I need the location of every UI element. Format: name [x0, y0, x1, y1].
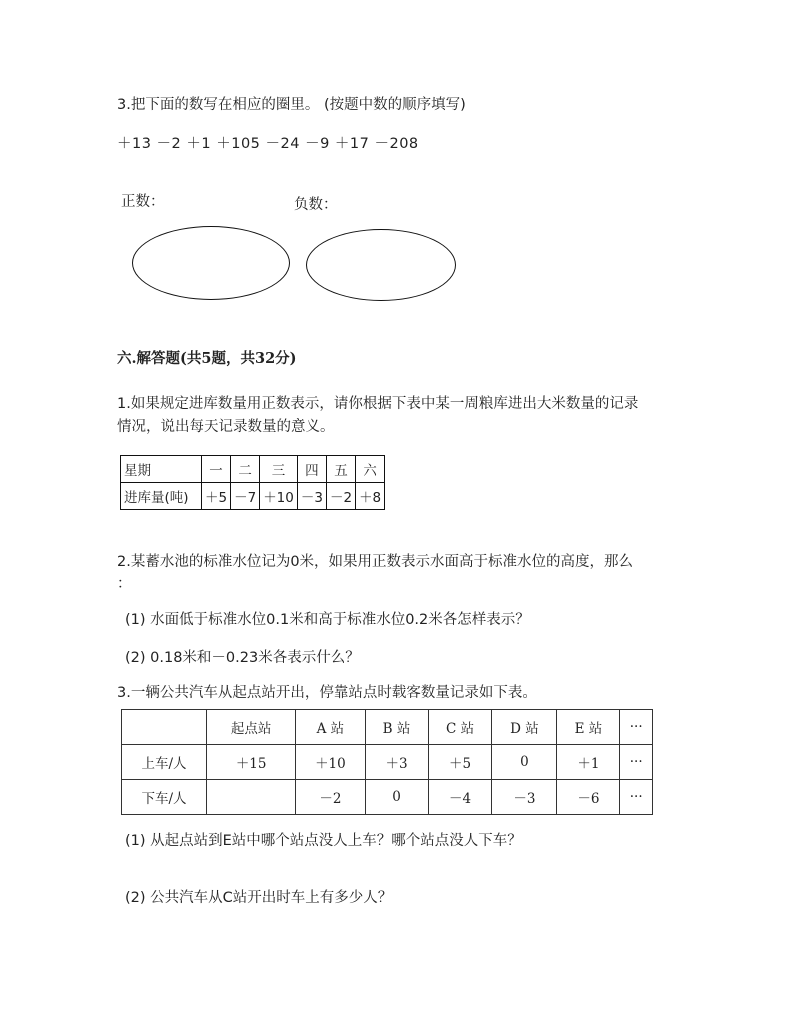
table-cell: 上车/人	[122, 745, 207, 780]
table-cell: 二	[231, 456, 260, 483]
table-cell: ＋5	[202, 483, 231, 510]
table-cell: －6	[557, 780, 620, 815]
p2-sub2: (2) 0.18米和－0.23米各表示什么？	[125, 650, 360, 666]
table-row	[121, 456, 385, 483]
p1-line2: 情况，说出每天记录数量的意义。	[117, 419, 335, 435]
table-cell: 0	[492, 745, 557, 780]
table-cell: －2	[326, 483, 355, 510]
table-cell: C 站	[428, 710, 492, 745]
table-cell: 进库量(吨)	[121, 483, 202, 510]
table-cell: A 站	[296, 710, 365, 745]
table-cell: －2	[296, 780, 365, 815]
table-cell: －3	[492, 780, 557, 815]
bus-table	[121, 709, 653, 815]
table-cell: 三	[260, 456, 298, 483]
table-cell: ＋10	[260, 483, 298, 510]
table-cell: B 站	[365, 710, 428, 745]
table-cell: D 站	[492, 710, 557, 745]
table-cell: 六	[356, 456, 385, 483]
table-cell: －3	[297, 483, 326, 510]
table-cell: 一	[202, 456, 231, 483]
table-cell: 五	[326, 456, 355, 483]
table-row	[122, 780, 653, 815]
table-cell: ＋5	[428, 745, 492, 780]
p2-line2: ：	[117, 576, 132, 592]
table-cell: ＋1	[557, 745, 620, 780]
p3-sub2: (2) 公共汽车从C站开出时车上有多少人？	[125, 890, 393, 906]
table-cell: ···	[620, 780, 653, 815]
q3-numbers: ＋13 －2 ＋1 ＋105 －24 －9 ＋17 －208	[117, 136, 419, 152]
p2-sub1: (1) 水面低于标准水位0.1米和高于标准水位0.2米各怎样表示？	[125, 612, 530, 628]
positive-oval[interactable]	[132, 226, 290, 300]
table-cell	[207, 780, 296, 815]
negative-label: 负数：	[294, 197, 338, 213]
table-cell: ＋10	[296, 745, 365, 780]
table-cell: 0	[365, 780, 428, 815]
table-row	[121, 483, 385, 510]
table-cell: 下车/人	[122, 780, 207, 815]
table-cell: ＋3	[365, 745, 428, 780]
p3-line1: 3.一辆公共汽车从起点站开出，停靠站点时载客数量记录如下表。	[117, 685, 537, 701]
table-cell: －7	[231, 483, 260, 510]
p3-sub1: (1) 从起点站到E站中哪个站点没人上车？哪个站点没人下车？	[125, 833, 522, 849]
table-cell: E 站	[557, 710, 620, 745]
table-cell: 起点站	[207, 710, 296, 745]
table-cell: 星期	[121, 456, 202, 483]
table-row	[122, 745, 653, 780]
negative-oval[interactable]	[306, 229, 456, 301]
p1-line1: 1.如果规定进库数量用正数表示，请你根据下表中某一周粮库进出大米数量的记录	[117, 396, 639, 412]
q3-title: 3.把下面的数写在相应的圈里。 (按题中数的顺序填写)	[117, 97, 466, 113]
table-row	[122, 710, 653, 745]
grain-table	[120, 455, 385, 510]
table-cell: －4	[428, 780, 492, 815]
table-cell	[122, 710, 207, 745]
table-cell: 四	[297, 456, 326, 483]
table-cell: ＋15	[207, 745, 296, 780]
table-cell: ···	[620, 745, 653, 780]
positive-label: 正数：	[121, 194, 165, 210]
section6-heading: 六.解答题(共5题，共32分)	[117, 350, 297, 367]
p2-line1: 2.某蓄水池的标准水位记为0米，如果用正数表示水面高于标准水位的高度，那么	[117, 554, 634, 570]
table-cell: ＋8	[356, 483, 385, 510]
table-cell: ···	[620, 710, 653, 745]
